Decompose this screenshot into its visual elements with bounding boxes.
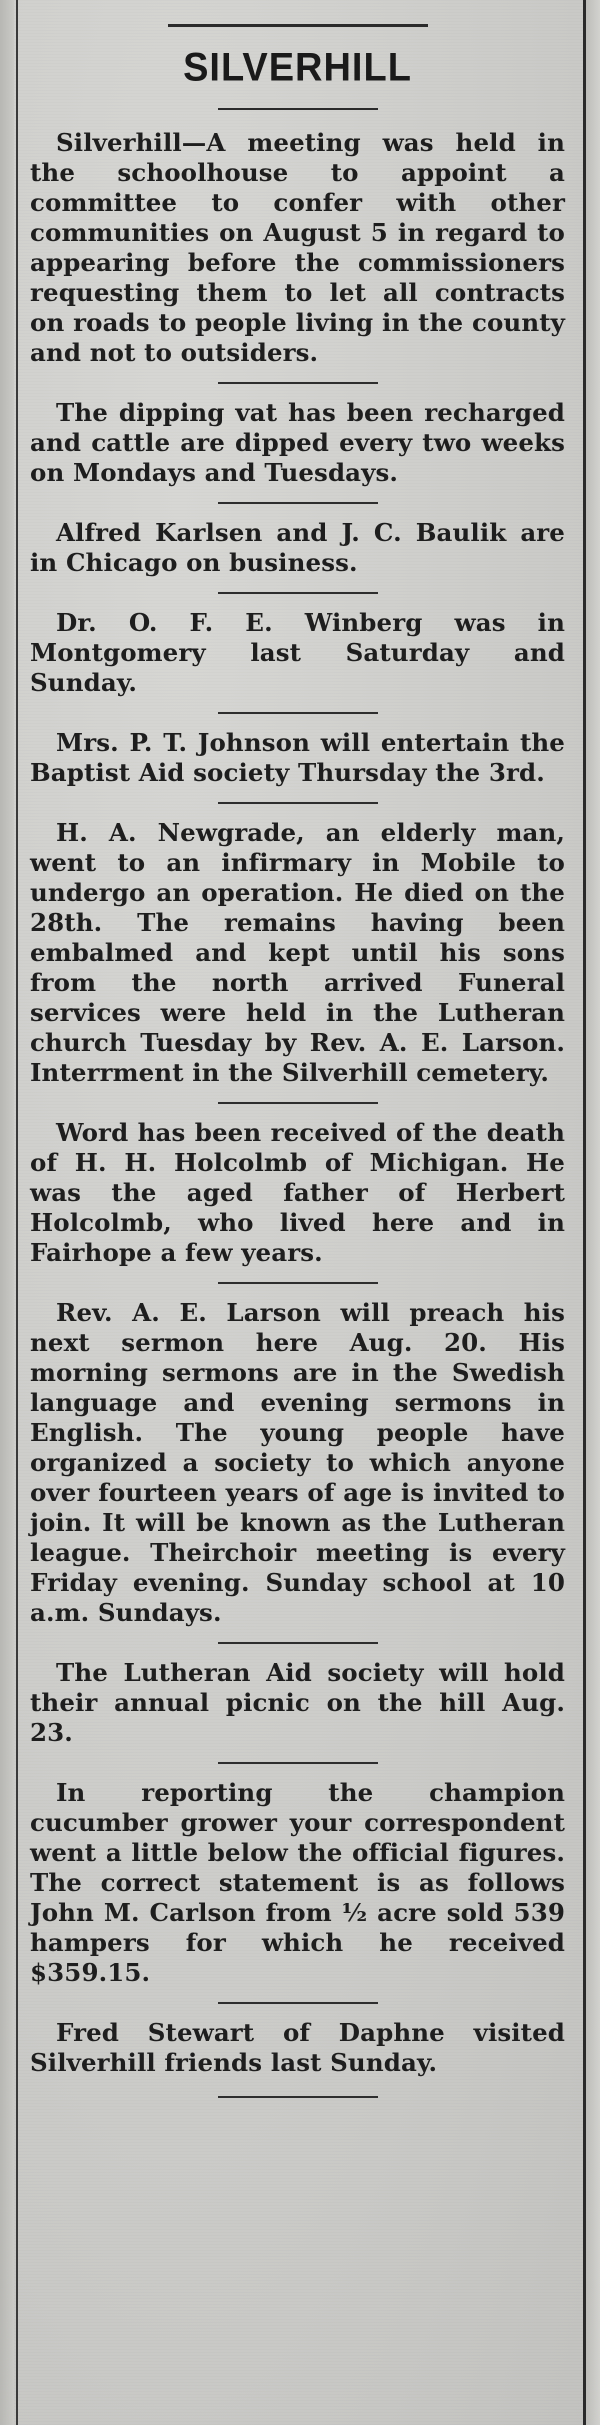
separator-rule <box>218 1102 378 1104</box>
news-item-stewart: Fred Stewart of Daphne visited Silverhill friends last Sunday. <box>30 2018 565 2077</box>
news-item-holcolmb: Word has been received of the death of H. H. Holcolmb of Michigan. He was the aged father of Herbert Holcolmb, who lived here and in Fairhope a few years. <box>30 1118 565 1267</box>
separator-rule <box>218 1642 378 1644</box>
right-margin <box>586 0 600 2425</box>
news-item-meeting: Silverhill—A meeting was held in the schoolhouse to appoint a committee to confer with other communities on August 5 in regard to appearing before the commissioners requesting them to let all contracts on roads to people living in the county and not to outsiders. <box>30 128 565 367</box>
headline-rule <box>218 108 378 110</box>
left-column-rule <box>16 0 18 2425</box>
news-item-dipping-vat: The dipping vat has been recharged and cattle are dipped every two weeks on Mondays and Tuesdays. <box>30 398 565 487</box>
top-rule <box>168 24 428 27</box>
separator-rule <box>218 1762 378 1764</box>
news-item-johnson: Mrs. P. T. Johnson will entertain the Baptist Aid society Thursday the 3rd. <box>30 728 565 787</box>
separator-rule <box>218 712 378 714</box>
separator-rule <box>218 802 378 804</box>
separator-rule <box>218 1282 378 1284</box>
article-column <box>30 0 565 2098</box>
separator-rule <box>218 382 378 384</box>
separator-rule <box>218 2002 378 2004</box>
news-item-chicago: Alfred Karlsen and J. C. Baulik are in Chicago on business. <box>30 518 565 577</box>
news-item-larson-sermon: Rev. A. E. Larson will preach his next sermon here Aug. 20. His morning sermons are in the Swedish language and evening sermons in English. The young people have organized a society to which anyone over fourteen years of age is invited to join. It will be known as the Lutheran league. Theirchoir meeting is every Friday evening. Sunday school at 10 a.m. Sundays. <box>30 1298 565 1627</box>
news-item-cucumber: In reporting the champion cucumber grower your correspondent went a little below the official figures. The correct statement is as follows John M. Carlson from ½ acre sold 539 hampers for which he received $359.15. <box>30 1778 565 1987</box>
bottom-rule <box>218 2096 378 2098</box>
separator-rule <box>218 502 378 504</box>
headline: SILVERHILL <box>183 45 412 91</box>
left-margin <box>0 0 14 2425</box>
news-item-picnic: The Lutheran Aid society will hold their annual picnic on the hill Aug. 23. <box>30 1658 565 1747</box>
separator-rule <box>218 592 378 594</box>
news-item-winberg: Dr. O. F. E. Winberg was in Montgomery last Saturday and Sunday. <box>30 608 565 697</box>
news-item-newgrade: H. A. Newgrade, an elderly man, went to an infirmary in Mobile to undergo an operation. He died on the 28th. The remains having been embalmed and kept until his sons from the north arrived Funeral services were held in the Lutheran church Tuesday by Rev. A. E. Larson. Interrment in the Silverhill cemetery. <box>30 818 565 1087</box>
